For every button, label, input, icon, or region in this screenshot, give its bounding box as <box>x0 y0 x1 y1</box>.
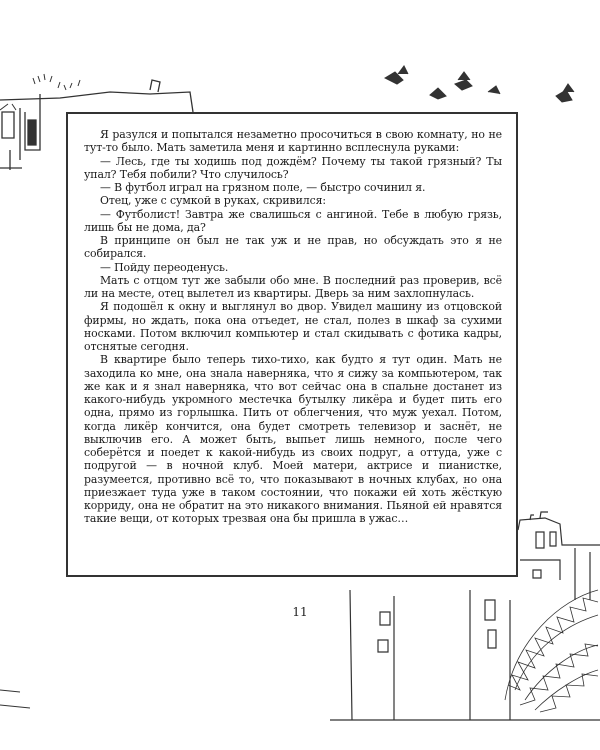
ground-lines-sketch <box>0 690 30 708</box>
paragraph: — Футболист! Завтра же свалишься с ангиной. Тебе в любую грязь, лишь бы не дома, да? <box>84 207 502 234</box>
paragraph: В квартире было теперь тихо-тихо, как будто я тут один. Мать не заходила ко мне, она знала наверняка, что я сижу за компьютером, так же как и я знал наверняка, что вот сейчас она в спальне достанет из какого-нибудь укромного местечка бутылку ликёра и будет пить его одна, прямо из горлышка. Пить от облегчения, что муж уехал. Потом, когда ликёр кончится, она будет смотреть телевизор и заснёт, не выключив его. А может быть, выпьет лишь немного, после чего соберётся и поедет к какой-нибудь из своих подруг, а оттуда, уже с подругой — в ночной клуб. Моей матери, актрисе и пианистке, разумеется, противно всё то, что показывают в ночных клубах, но она приезжает туда уже в таком состоянии, что покажи ей хоть жёсткую корриду, она не обратит на это никакого внимания. Пьяной ей нравятся такие вещи, от которых трезвая она бы пришла в ужас… <box>84 353 502 526</box>
flying-birds-sketch <box>385 66 574 102</box>
paragraph: — В футбол играл на грязном поле, — быстро сочинил я. <box>100 181 426 194</box>
paragraph: В принципе он был не так уж и не прав, но обсуждать это я не собирался. <box>84 234 502 261</box>
paragraph: — Пойду переоденусь. <box>100 260 229 274</box>
text-frame <box>66 112 518 577</box>
paragraph: Отец, уже с сумкой в руках, скривился: <box>100 194 326 208</box>
paragraph: Я разулся и попытался незаметно просочиться в свою комнату, но не тут-то было. Мать заметила меня и картинно всплеснула руками: <box>84 128 502 155</box>
paragraph: Я подошёл к окну и выглянул во двор. Увидел машину из отцовской фирмы, но ждать, пока она отъедет, не стал, полез в шкаф за сухими носками. Потом включил компьютер и стал скидывать с фотика кадры, отснятые сегодня. <box>84 300 502 353</box>
page-number: 11 <box>292 605 308 619</box>
paragraph: Мать с отцом тут же забыли обо мне. В последний раз проверив, всё ли на месте, отец вылетел из квартиры. Дверь за ним захлопнулась. <box>84 273 502 300</box>
paragraph: — Лесь, где ты ходишь под дождём? Почему ты такой грязный? Ты упал? Тебя побили? Что случилось? <box>84 154 502 181</box>
